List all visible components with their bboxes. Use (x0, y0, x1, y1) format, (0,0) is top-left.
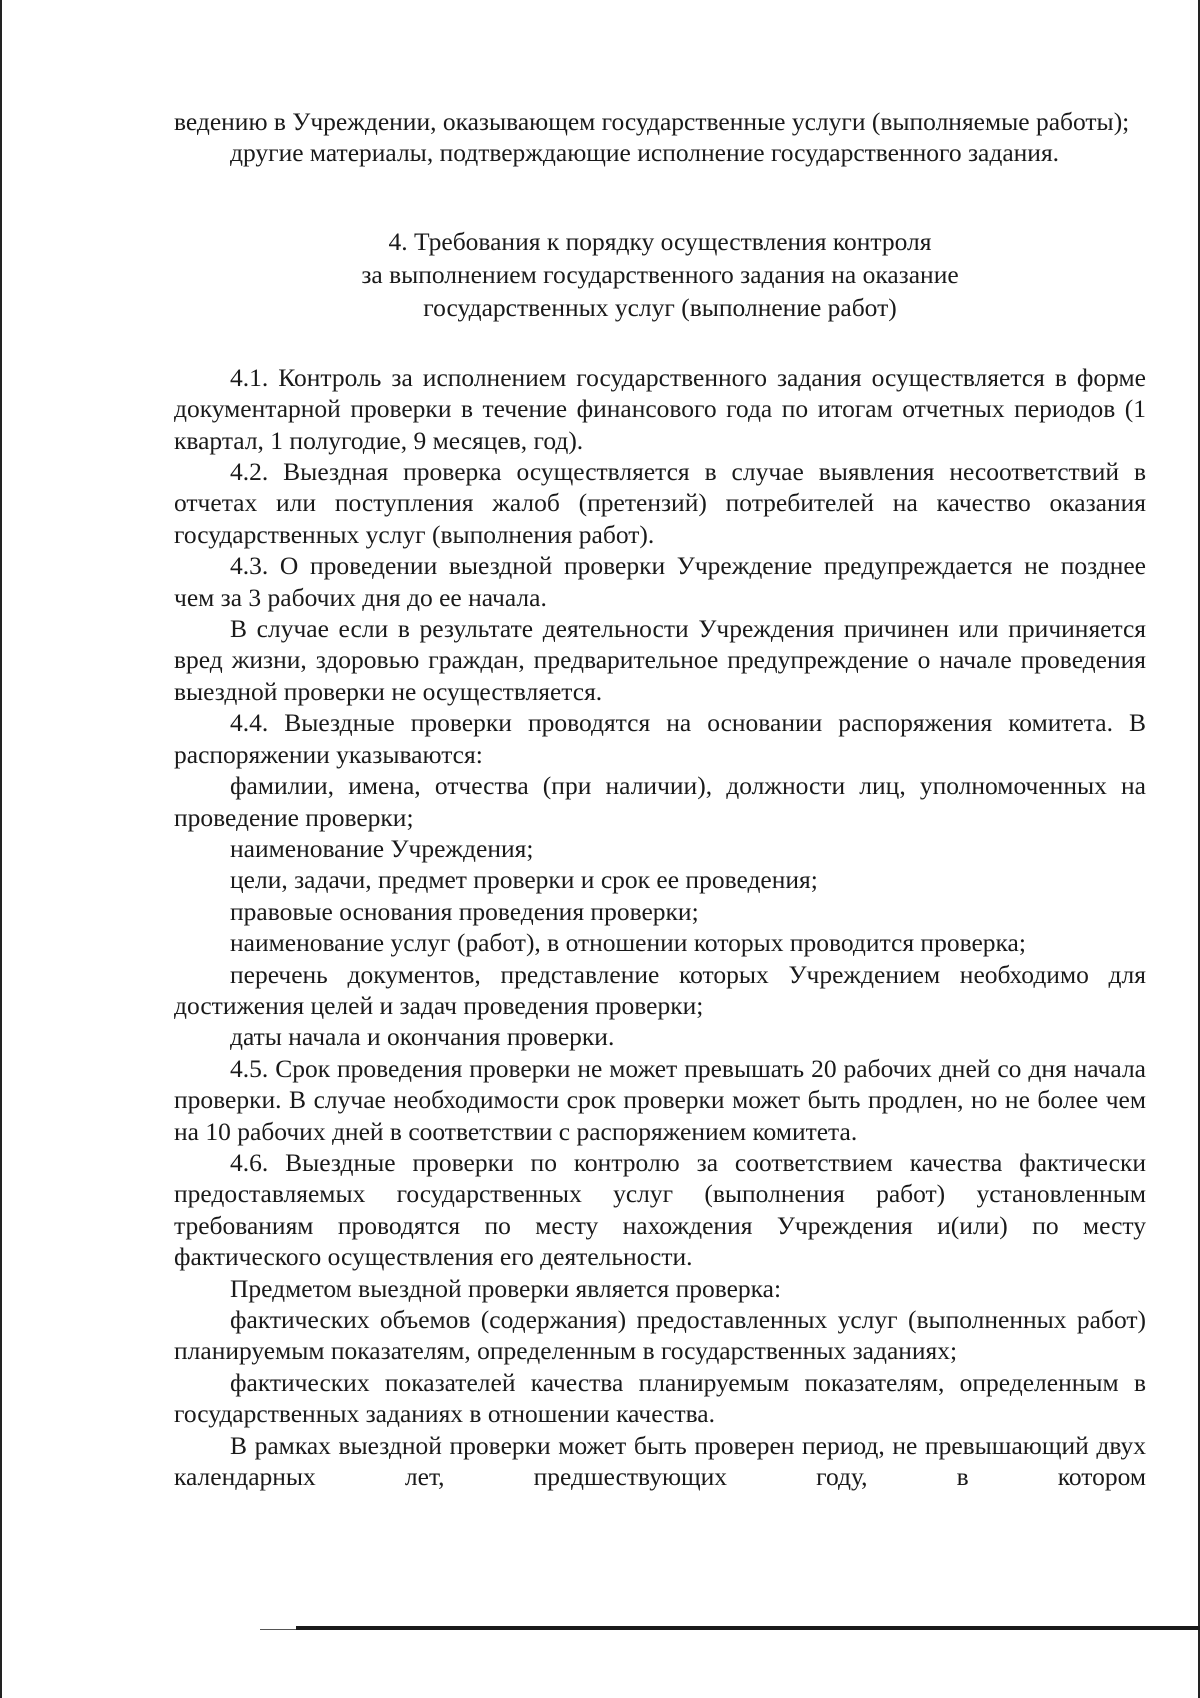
paragraph-4-5: 4.5. Срок проведения проверки не может превышать 20 рабочих дней со дня начала проверки. В случае необходимости срок проверки может быть продлен, но не более чем на 10 рабочих дней в соответствии с распоряжением комитета. (174, 1053, 1146, 1146)
scan-bottom-rule-thin (260, 1629, 300, 1630)
paragraph-4-6: 4.6. Выездные проверки по контролю за соответствием качества фактически предоставляемых государственных услуг (выполнения работ) установленным требованиям проводятся по месту нахождения Учреждения и(или) по месту фактического осуществления его деятельности. (174, 1147, 1146, 1272)
paragraph-4-1: 4.1. Контроль за исполнением государственного задания осуществляется в форме документарной проверки в течение финансового года по итогам отчетных периодов (1 квартал, 1 полугодие, 9 месяцев, год). (174, 362, 1146, 455)
document-body (174, 106, 1146, 1492)
list-item-inspectors: фамилии, имена, отчества (при наличии), должности лиц, уполномоченных на проведение проверки; (174, 771, 1146, 832)
paragraph-period: В рамках выездной проверки может быть проверен период, не превышающий двух календарных лет, предшествующих году, в котором (174, 1430, 1146, 1492)
section-title (174, 225, 1146, 324)
paragraph-subject: Предметом выездной проверки является проверка: (230, 1273, 782, 1303)
list-item-documents: перечень документов, представление которых Учреждением необходимо для достижения целей и задач проведения проверки; (174, 959, 1146, 1020)
paragraph-harm-exception: В случае если в результате деятельности Учреждения причинен или причиняется вред жизни, здоровью граждан, предварительное предупреждение о начале проведения выездной проверки не осуществляется. (174, 614, 1146, 706)
paragraph-4-3: 4.3. О проведении выездной проверки Учреждение предупреждается не позднее чем за 3 рабочих дня до ее начала. (174, 551, 1146, 612)
list-item-legal-basis: правовые основания проведения проверки; (230, 896, 699, 926)
intro-paragraph-other-materials: другие материалы, подтверждающие исполнение государственного задания. (230, 138, 1060, 168)
list-item-dates: даты начала и окончания проверки. (230, 1022, 615, 1052)
paragraph-4-4: 4.4. Выездные проверки проводятся на основании распоряжения комитета. В распоряжении указываются: (174, 708, 1146, 769)
paragraph-4-2: 4.2. Выездная проверка осуществляется в случае выявления несоответствий в отчетах или поступления жалоб (претензий) потребителей на качество оказания государственных услуг (выполнения работ). (174, 457, 1146, 549)
intro-paragraph-continued: ведению в Учреждении, оказывающем государственные услуги (выполняемые работы); (174, 107, 1130, 136)
scan-bottom-rule (296, 1626, 1200, 1630)
section-title-line-2: за выполнением государственного задания на оказание (361, 259, 959, 289)
section-title-line-3: государственных услуг (выполнение работ) (423, 292, 897, 322)
list-item-actual-quality: фактических показателей качества планируемым показателям, определенным в государственных заданиях в отношении качества. (174, 1367, 1146, 1429)
scan-edge-left (0, 0, 2, 1698)
list-item-institution-name: наименование Учреждения; (230, 833, 534, 863)
list-item-actual-volumes: фактических объемов (содержания) предоставленных услуг (выполненных работ) планируемым показателям, определенным в государственных заданиях; (174, 1305, 1146, 1366)
list-item-services: наименование услуг (работ), в отношении которых проводится проверка; (230, 928, 1026, 958)
section-title-line-1: 4. Требования к порядку осуществления контроля (388, 226, 932, 256)
list-item-goals: цели, задачи, предмет проверки и срок ее проведения; (230, 865, 818, 895)
